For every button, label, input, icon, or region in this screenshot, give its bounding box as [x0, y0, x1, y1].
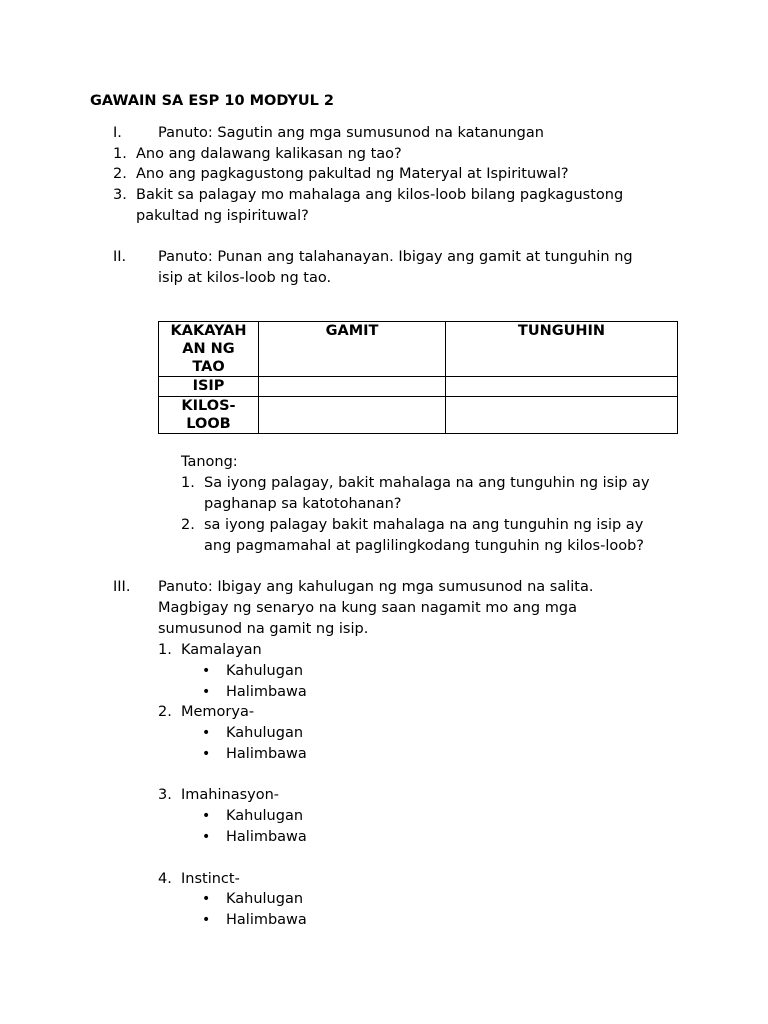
- section-3-numeral: III.: [113, 579, 131, 595]
- tanong-text: sa iyong palagay bakit mahalaga na ang tunguhin ng isip ay: [204, 517, 644, 533]
- tanong-text-continued: paghanap sa katotohanan?: [204, 496, 402, 512]
- sub-item-halimbawa: Halimbawa: [226, 829, 307, 845]
- header-kakayahan-line: TAO: [192, 359, 225, 375]
- term-label: Imahinasyon-: [181, 787, 280, 803]
- term-label: Memorya-: [181, 704, 255, 720]
- bullet-icon: •: [202, 746, 211, 762]
- section-3-instruction-continued: sumusunod na gamit ng isip.: [158, 621, 369, 637]
- page-title: GAWAIN SA ESP 10 MODYUL 2: [90, 93, 334, 109]
- sub-item-kahulugan: Kahulugan: [226, 808, 304, 824]
- bullet-icon: •: [202, 891, 211, 907]
- term-label: Instinct-: [181, 871, 240, 887]
- question-text-continued: pakultad ng ispirituwal?: [136, 208, 309, 224]
- term-number: 4.: [158, 871, 172, 887]
- question-text: Ano ang pagkagustong pakultad ng Materyal at Ispirituwal?: [136, 166, 569, 182]
- row-label-kilos-loob: [159, 397, 259, 434]
- sub-item-kahulugan: Kahulugan: [226, 663, 304, 679]
- sub-item-halimbawa: Halimbawa: [226, 746, 307, 762]
- question-text: Ano ang dalawang kalikasan ng tao?: [136, 146, 402, 162]
- term-number: 3.: [158, 787, 172, 803]
- cell-gamit-kilos-loob[interactable]: [259, 397, 446, 434]
- section-1-numeral: I.: [113, 125, 122, 141]
- header-kakayahan-line: KAKAYAH: [170, 323, 247, 339]
- tanong-number: 1.: [181, 475, 195, 491]
- row-label-line: KILOS-: [181, 398, 236, 414]
- term-number: 1.: [158, 642, 172, 658]
- section-3-instruction-continued: Magbigay ng senaryo na kung saan nagamit mo ang mga: [158, 600, 577, 616]
- cell-gamit-isip[interactable]: [259, 377, 446, 397]
- sub-item-halimbawa: Halimbawa: [226, 684, 307, 700]
- section-3-instruction: Panuto: Ibigay ang kahulugan ng mga sumusunod na salita.: [158, 579, 594, 595]
- sub-item-halimbawa: Halimbawa: [226, 912, 307, 928]
- abilities-table: [158, 321, 678, 434]
- bullet-icon: •: [202, 808, 211, 824]
- bullet-icon: •: [202, 684, 211, 700]
- question-number: 2.: [113, 166, 127, 182]
- table-header-row: [159, 322, 678, 377]
- header-kakayahan-line: AN NG: [182, 341, 235, 357]
- tanong-number: 2.: [181, 517, 195, 533]
- bullet-icon: •: [202, 912, 211, 928]
- section-2-instruction-continued: isip at kilos-loob ng tao.: [158, 270, 332, 286]
- section-1-instruction: Panuto: Sagutin ang mga sumusunod na katanungan: [158, 125, 544, 141]
- bullet-icon: •: [202, 829, 211, 845]
- bullet-icon: •: [202, 725, 211, 741]
- header-gamit: GAMIT: [259, 322, 446, 377]
- term-number: 2.: [158, 704, 172, 720]
- sub-item-kahulugan: Kahulugan: [226, 725, 304, 741]
- table-row: [159, 397, 678, 434]
- cell-tunguhin-isip[interactable]: [446, 377, 678, 397]
- term-label: Kamalayan: [181, 642, 262, 658]
- bullet-icon: •: [202, 663, 211, 679]
- row-label-isip: ISIP: [159, 377, 259, 397]
- row-label-line: LOOB: [186, 416, 231, 432]
- section-2-instruction: Panuto: Punan ang talahanayan. Ibigay ang gamit at tunguhin ng: [158, 249, 633, 265]
- tanong-text-continued: ang pagmamahal at paglilingkodang tunguhin ng kilos-loob?: [204, 538, 645, 554]
- question-number: 1.: [113, 146, 127, 162]
- tanong-label: Tanong:: [181, 454, 238, 470]
- tanong-text: Sa iyong palagay, bakit mahalaga na ang tunguhin ng isip ay: [204, 475, 650, 491]
- header-tunguhin: TUNGUHIN: [446, 322, 678, 377]
- cell-tunguhin-kilos-loob[interactable]: [446, 397, 678, 434]
- sub-item-kahulugan: Kahulugan: [226, 891, 304, 907]
- question-number: 3.: [113, 187, 127, 203]
- table-row: [159, 377, 678, 397]
- header-kakayahan: [159, 322, 259, 377]
- section-2-numeral: II.: [113, 249, 127, 265]
- question-text: Bakit sa palagay mo mahalaga ang kilos-loob bilang pagkagustong: [136, 187, 624, 203]
